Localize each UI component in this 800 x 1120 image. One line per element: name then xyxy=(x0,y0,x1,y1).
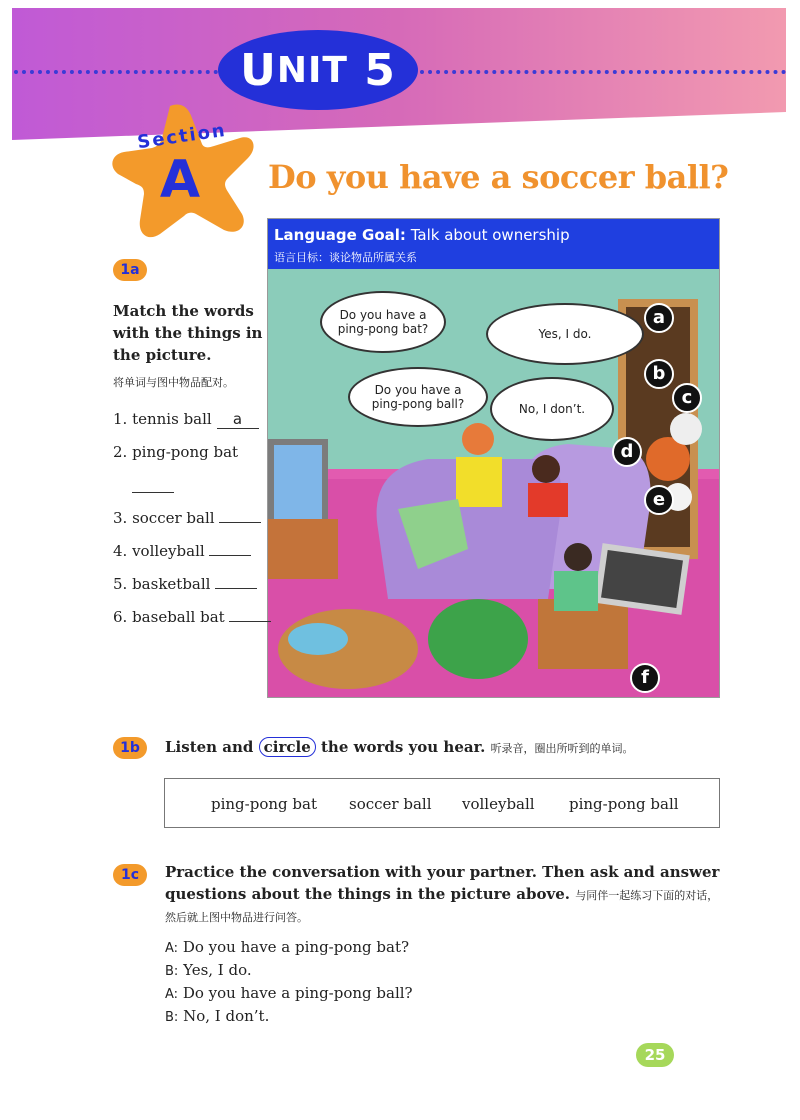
unit-space xyxy=(348,45,364,96)
utterance: Do you have a ping-pong ball? xyxy=(182,984,413,1002)
speaker: A: xyxy=(165,941,179,956)
match-instruction: Match the words with the things in the picture. xyxy=(113,302,263,364)
dialogue-line-4 xyxy=(165,1007,269,1025)
bubble-answer-no: No, I don’t. xyxy=(490,377,614,441)
dialogue-line-1 xyxy=(165,938,409,956)
match-label: 2. ping-pong bat xyxy=(113,443,239,461)
bubble-answer-yes: Yes, I do. xyxy=(486,303,644,365)
word-option[interactable]: volleyball xyxy=(462,795,535,813)
dialogue-line-2 xyxy=(165,961,252,979)
practice-line-1: Practice the conversation with your partner. Then ask and answer xyxy=(165,863,720,881)
match-item-3 xyxy=(113,506,261,527)
word-option[interactable]: ping-pong bat xyxy=(211,795,317,813)
goal-chinese: 语言目标：谈论物品所属关系 xyxy=(274,251,417,264)
practice-line-3-chinese: 然后就上图中物品进行问答。 xyxy=(165,911,308,924)
speaker: B: xyxy=(165,964,179,979)
circle-word: circle xyxy=(259,737,316,757)
tag-a: a xyxy=(644,303,674,333)
match-label: 1. tennis ball xyxy=(113,410,212,428)
match-item-5 xyxy=(113,572,257,593)
speaker: B: xyxy=(165,1010,179,1025)
match-item-4 xyxy=(113,539,251,560)
tag-e: e xyxy=(644,485,674,515)
practice-line-2 xyxy=(165,885,718,903)
section-letter: A xyxy=(159,150,201,210)
tag-f: f xyxy=(630,663,660,693)
unit-number: 5 xyxy=(364,44,396,96)
match-item-1 xyxy=(113,410,259,429)
answer-blank[interactable] xyxy=(229,605,271,622)
speaker: A: xyxy=(165,987,179,1002)
goal-text: Talk about ownership xyxy=(410,226,570,244)
listen-text-after: the words you hear. xyxy=(320,738,486,756)
match-label: 6. baseball bat xyxy=(113,608,225,626)
answer-blank[interactable] xyxy=(132,476,174,493)
picture-panel xyxy=(267,218,720,698)
match-item-2-blank xyxy=(132,476,174,497)
section-word: Section xyxy=(136,119,228,154)
header-dots-right xyxy=(420,70,786,74)
unit-title xyxy=(218,30,418,110)
listen-chinese: 听录音，圈出所听到的单词。 xyxy=(490,742,634,755)
listen-instruction xyxy=(165,737,634,757)
practice-line-2-chinese: 与同伴一起练习下面的对话， xyxy=(575,889,719,902)
answer-blank[interactable] xyxy=(219,506,261,523)
tag-c: c xyxy=(672,383,702,413)
answer-blank[interactable]: a xyxy=(217,412,259,429)
dialogue-line-3 xyxy=(165,984,413,1002)
utterance: Yes, I do. xyxy=(183,961,252,979)
tag-b: b xyxy=(644,359,674,389)
match-item-2 xyxy=(113,443,238,461)
bubble-question-bat: Do you have a ping-pong bat? xyxy=(320,291,446,353)
bubble-question-ball: Do you have a ping-pong ball? xyxy=(348,367,488,427)
match-item-6 xyxy=(113,605,271,626)
unit-prefix: U xyxy=(240,44,277,96)
word-option[interactable]: soccer ball xyxy=(349,795,432,813)
page-title: Do you have a soccer ball? xyxy=(268,158,729,196)
practice-line-3 xyxy=(165,907,308,925)
header-dots-left xyxy=(14,70,218,74)
badge-1c: 1c xyxy=(113,864,147,886)
tag-d: d xyxy=(612,437,642,467)
page-number: 25 xyxy=(636,1043,674,1067)
match-label: 3. soccer ball xyxy=(113,509,215,527)
badge-1b: 1b xyxy=(113,737,147,759)
language-goal xyxy=(274,226,570,244)
badge-1a: 1a xyxy=(113,259,147,281)
utterance: Do you have a ping-pong bat? xyxy=(182,938,410,956)
match-label: 5. basketball xyxy=(113,575,211,593)
word-box xyxy=(164,778,720,828)
match-instruction-chinese: 将单词与图中物品配对。 xyxy=(113,376,234,389)
unit-word: NIT xyxy=(276,49,348,91)
listen-text-before: Listen and xyxy=(165,738,254,756)
practice-line-2-text: questions about the things in the picture above. xyxy=(165,885,570,903)
utterance: No, I don’t. xyxy=(183,1007,270,1025)
answer-blank[interactable] xyxy=(209,539,251,556)
word-option[interactable]: ping-pong ball xyxy=(569,795,679,813)
goal-label: Language Goal: xyxy=(274,226,406,244)
match-label: 4. volleyball xyxy=(113,542,205,560)
answer-blank[interactable] xyxy=(215,572,257,589)
language-goal-bar xyxy=(268,219,719,269)
